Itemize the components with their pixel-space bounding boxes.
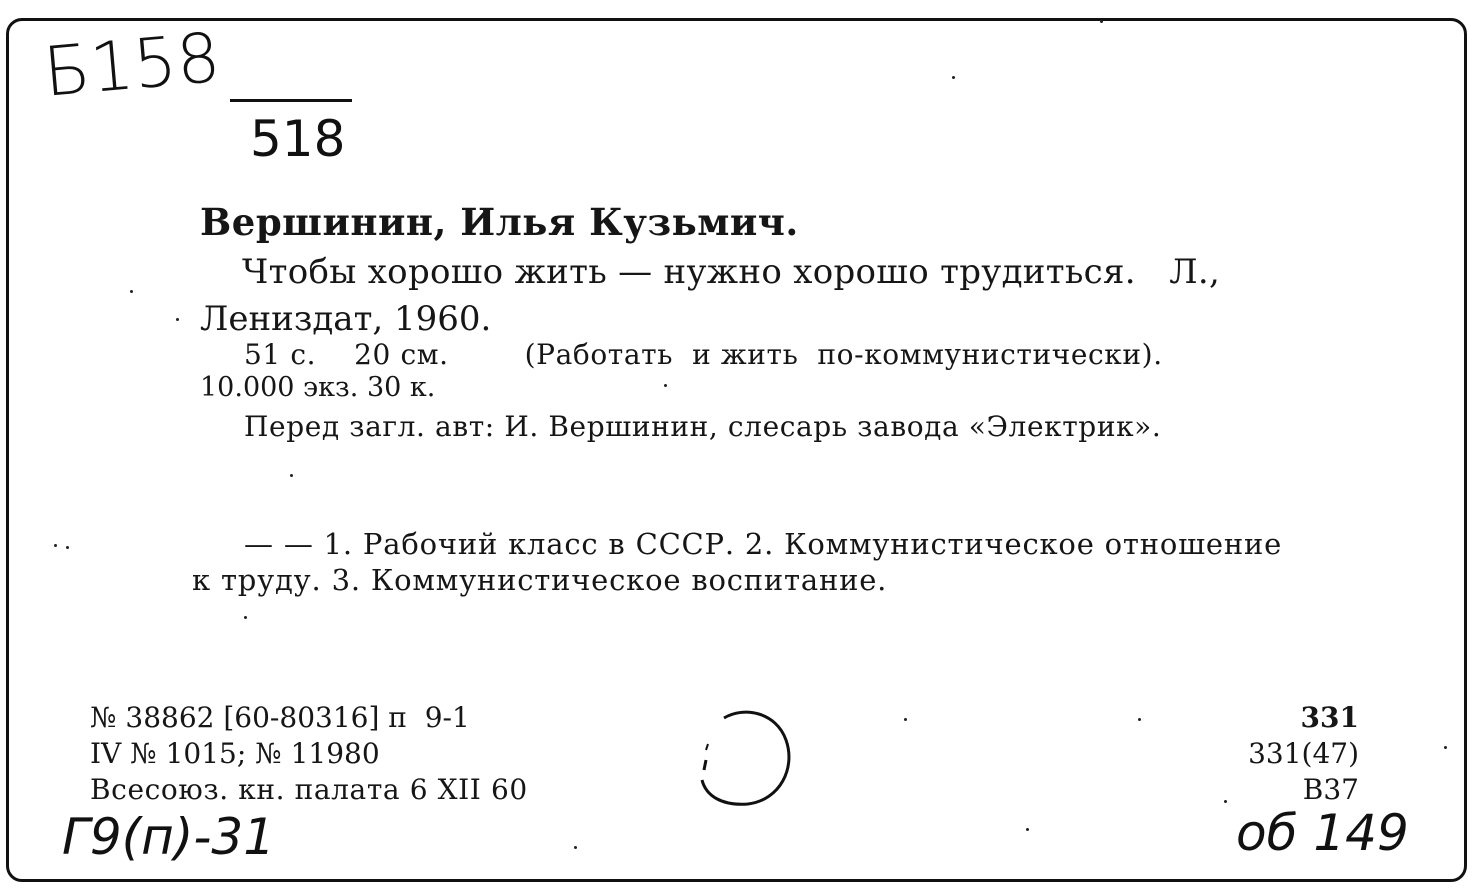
physical-description-line-2: 10.000 экз. 30 к. bbox=[200, 372, 436, 403]
title-line-1: Чтобы хорошо жить — нужно хорошо трудиться. Л., bbox=[242, 252, 1221, 292]
scan-speck bbox=[664, 384, 667, 387]
scan-speck bbox=[574, 846, 577, 849]
scan-speck bbox=[244, 616, 247, 619]
author-heading: Вершинин, Илья Кузьмич. bbox=[200, 200, 799, 244]
handwritten-sub-number: 518 bbox=[250, 110, 346, 168]
classification-line-3: В37 bbox=[1302, 773, 1359, 806]
scan-speck bbox=[904, 718, 907, 721]
scan-speck bbox=[66, 546, 69, 549]
title-line-2: Лениздат, 1960. bbox=[200, 299, 492, 339]
scan-speck bbox=[1100, 20, 1103, 23]
classification-line-2: 331(47) bbox=[1248, 737, 1359, 770]
author-note: Перед загл. авт: И. Вершинин, слесарь завода «Электрик». bbox=[244, 410, 1162, 443]
classification-line-1: 331 bbox=[1300, 701, 1359, 734]
scan-speck bbox=[130, 290, 133, 293]
scan-speck bbox=[1444, 746, 1447, 749]
registration-line-2: IV № 1015; № 11980 bbox=[90, 737, 380, 770]
circle-stamp-icon bbox=[684, 700, 800, 816]
scan-speck bbox=[290, 474, 293, 477]
subjects-line-2: к труду. 3. Коммунистическое воспитание. bbox=[192, 563, 888, 597]
registration-line-3: Всесоюз. кн. палата 6 XII 60 bbox=[90, 773, 528, 806]
call-number-underline bbox=[230, 99, 352, 102]
subjects-line-1: — — 1. Рабочий класс в СССР. 2. Коммунистическое отношение bbox=[244, 527, 1283, 561]
handwritten-inventory-mark: об 149 bbox=[1236, 804, 1409, 862]
scan-speck bbox=[1026, 828, 1029, 831]
physical-description-line-1: 51 с. 20 см. (Работать и жить по-коммунистически). bbox=[244, 338, 1163, 371]
handwritten-shelf-code: Г9(п)-31 bbox=[62, 808, 276, 866]
scan-speck bbox=[952, 76, 955, 79]
scan-speck bbox=[54, 544, 57, 547]
handwritten-call-number: Б158 bbox=[40, 18, 224, 113]
registration-line-1: № 38862 [60-80316] п 9-1 bbox=[90, 701, 470, 734]
scan-speck bbox=[176, 318, 179, 321]
scan-speck bbox=[1224, 800, 1227, 803]
scan-speck bbox=[1138, 718, 1141, 721]
